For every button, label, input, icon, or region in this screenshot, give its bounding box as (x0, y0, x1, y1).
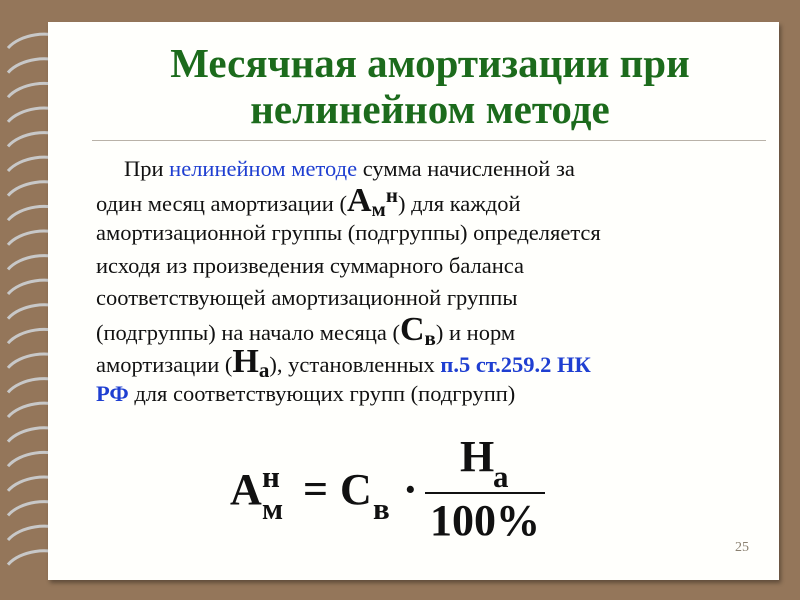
page-number: 25 (735, 540, 749, 555)
symbol-a: А (346, 182, 372, 220)
paragraph-line-5: соответствующей амортизационной группы (96, 284, 518, 310)
law-reference-link[interactable]: п.5 ст.259.2 НК (440, 352, 591, 378)
paragraph-line-8: РФ для соответствующих групп (подгрупп) (96, 381, 516, 407)
paragraph-line-6: (подгруппы) на начало месяца (Св) и норм (96, 310, 516, 351)
paragraph-line-7: амортизации (На), установленных п.5 ст.259.2 НК (96, 343, 591, 383)
highlight-term: нелинейном методе (169, 156, 358, 181)
formula-lhs-sub: м (262, 491, 284, 526)
symbol-c: С (399, 310, 425, 348)
fraction-bar (425, 492, 545, 494)
title-divider (92, 140, 766, 141)
definition-paragraph (96, 153, 756, 411)
formula-dot: · (403, 465, 418, 514)
paragraph-line-2: один месяц амортизации (Амн) для каждой (96, 182, 521, 222)
title-line-2: нелинейном методе (250, 86, 610, 132)
formula-numerator: Н (460, 432, 495, 481)
amortization-formula (230, 432, 560, 550)
formula-denominator: 100% (430, 496, 540, 545)
paragraph-line-3: амортизационной группы (подгруппы) определяется (96, 220, 601, 246)
paragraph-line-4: исходя из произведения суммарного баланса (96, 252, 525, 278)
paragraph-line-1: При нелинейном методе сумма начисленной за (124, 156, 575, 181)
formula-equals: = (303, 465, 329, 514)
title-line-1: Месячная амортизации при (170, 40, 690, 86)
symbol-n: Н (232, 343, 259, 381)
law-reference-link-cont[interactable]: РФ (96, 381, 129, 407)
formula-c-sub: в (373, 491, 390, 526)
slide-title (80, 40, 780, 132)
formula-numerator-sub: а (493, 459, 509, 494)
formula-c: С (340, 465, 372, 514)
formula-lhs-sup: н (262, 459, 280, 494)
formula-lhs: А (230, 465, 262, 514)
